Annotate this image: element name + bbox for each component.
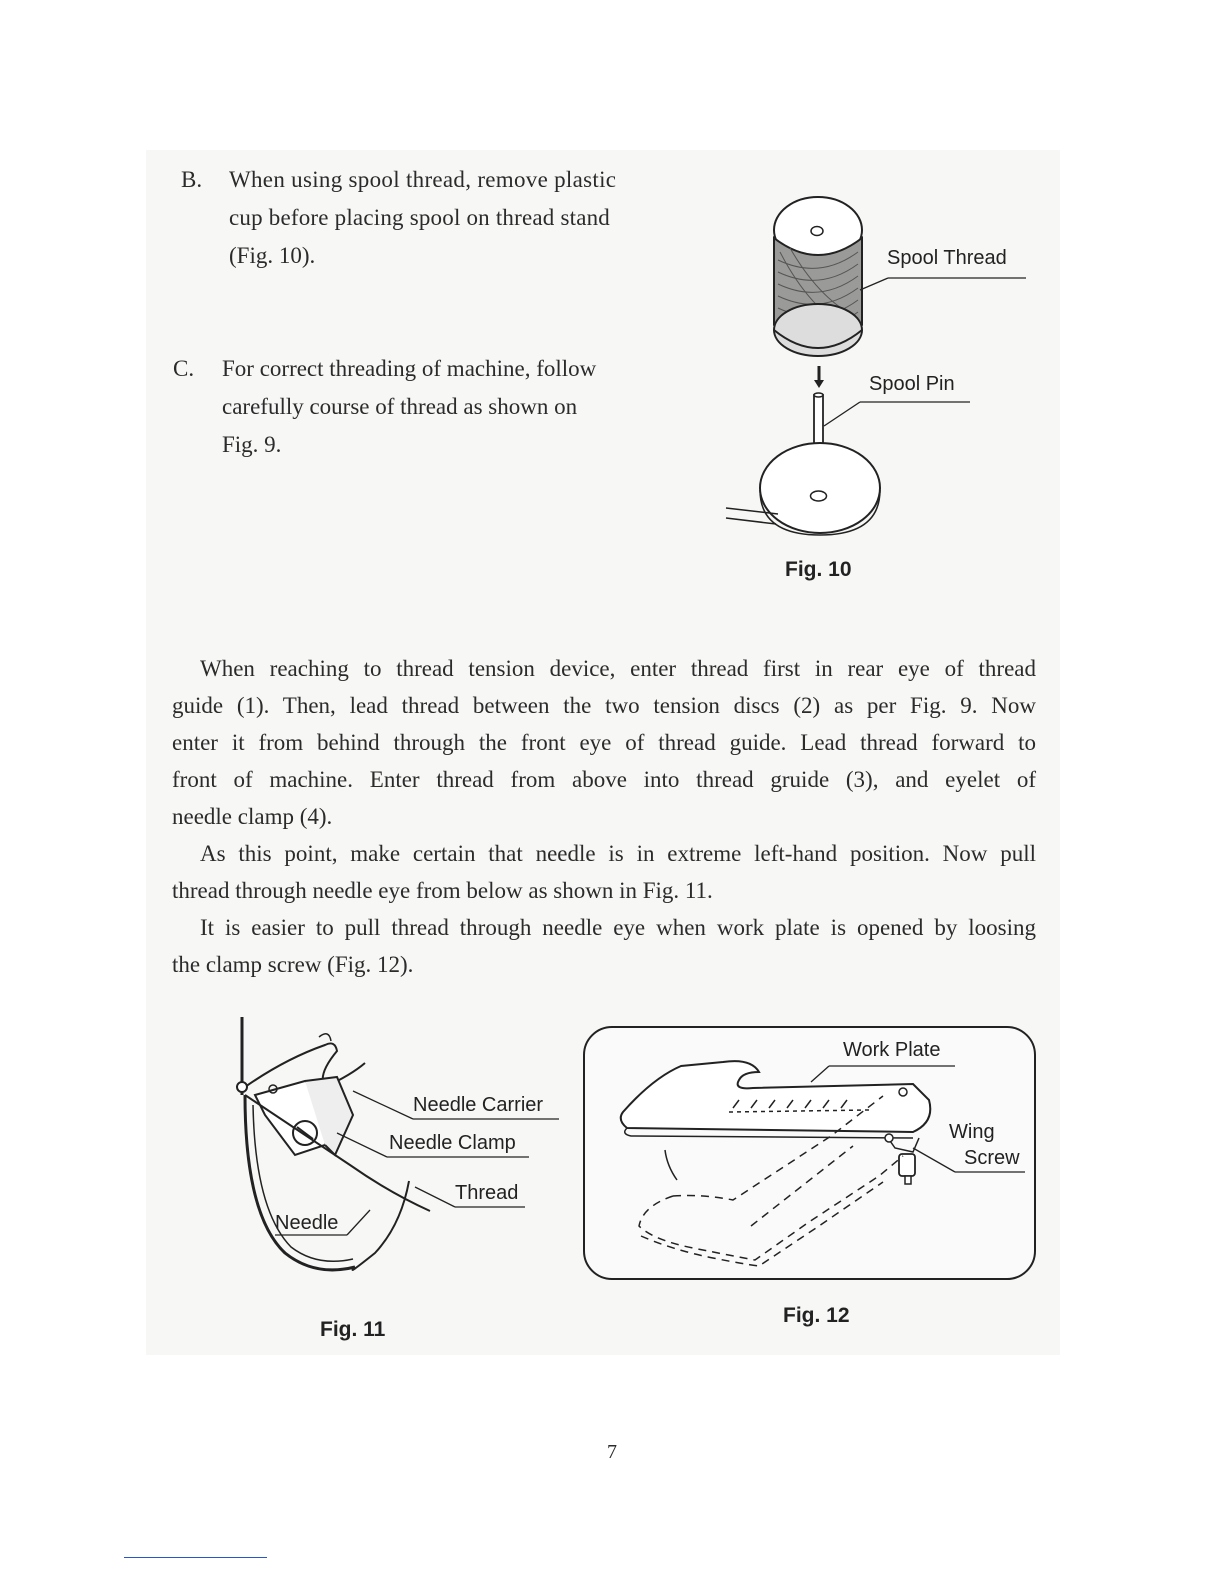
fig11-caption: Fig. 11 bbox=[320, 1318, 386, 1341]
instruction-b bbox=[181, 161, 681, 281]
instruction-line: (Fig. 10). bbox=[229, 243, 316, 268]
screw-label: Screw bbox=[964, 1147, 1020, 1169]
work-plate-label: Work Plate bbox=[843, 1039, 941, 1061]
instruction-line: When using spool thread, remove plastic bbox=[229, 167, 617, 192]
text-line: thread through needle eye from below as shown in Fig. 11. bbox=[172, 878, 713, 903]
text-line: needle clamp (4). bbox=[172, 804, 333, 829]
body-paragraph-3 bbox=[172, 909, 1036, 983]
instruction-line: For correct threading of machine, follow bbox=[222, 356, 597, 381]
fig12-caption: Fig. 12 bbox=[783, 1304, 850, 1327]
text-line: When reaching to thread tension device, enter thread first in rear eye of thread bbox=[200, 656, 1036, 681]
text-line: As this point, make certain that needle is in extreme left-hand position. Now pull bbox=[200, 841, 1036, 866]
needle-clamp-label: Needle Clamp bbox=[389, 1132, 516, 1154]
spool-pin-label: Spool Pin bbox=[869, 373, 955, 395]
fig10-caption: Fig. 10 bbox=[785, 558, 852, 581]
thread-label: Thread bbox=[455, 1182, 519, 1204]
instruction-line: Fig. 9. bbox=[222, 432, 282, 457]
instruction-line: carefully course of thread as shown on bbox=[222, 394, 578, 419]
footnote-separator bbox=[124, 1557, 267, 1558]
text-line: enter it from behind through the front eye of thread guide. Lead thread forward to bbox=[172, 730, 1036, 755]
text-line: guide (1). Then, lead thread between the two tension discs (2) as per Fig. 9. Now bbox=[172, 693, 1036, 718]
instruction-letter: B. bbox=[181, 167, 203, 192]
needle-label: Needle bbox=[275, 1212, 339, 1234]
instruction-letter: C. bbox=[173, 356, 195, 381]
text-line: front of machine. Enter thread from above into thread gruide (3), and eyelet of bbox=[172, 767, 1036, 792]
wing-label: Wing bbox=[949, 1121, 995, 1143]
page-number: 7 bbox=[607, 1441, 617, 1463]
text-line: It is easier to pull thread through needle eye when work plate is opened by loosing bbox=[200, 915, 1036, 940]
body-paragraph-1 bbox=[172, 650, 1036, 835]
body-paragraph-2 bbox=[172, 835, 1036, 909]
spool-thread-label: Spool Thread bbox=[887, 247, 1007, 269]
text-line: the clamp screw (Fig. 12). bbox=[172, 952, 414, 977]
needle-carrier-label: Needle Carrier bbox=[413, 1094, 544, 1116]
instruction-line: cup before placing spool on thread stand bbox=[229, 205, 610, 230]
fig10-spool-illustration bbox=[720, 190, 1040, 550]
instruction-c bbox=[173, 350, 673, 470]
